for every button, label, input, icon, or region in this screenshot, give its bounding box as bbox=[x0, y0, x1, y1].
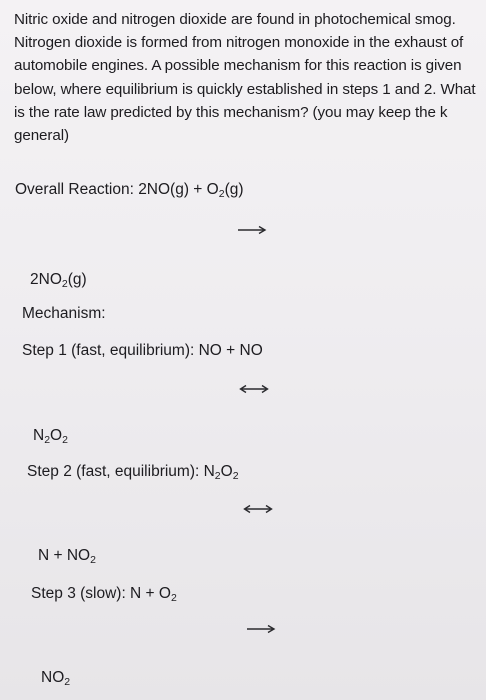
equilibrium-arrow-icon bbox=[239, 383, 269, 395]
overall-product-formula: 2NO bbox=[30, 271, 62, 288]
overall-product bbox=[30, 271, 87, 290]
step1-product-n: N bbox=[33, 427, 45, 444]
step2-product-text: N + NO bbox=[38, 547, 91, 564]
step2-label-subscript-1: 2 bbox=[214, 470, 221, 482]
right-arrow-icon bbox=[246, 623, 276, 635]
step3-label-text: Step 3 (slow): N + O bbox=[31, 585, 171, 602]
equilibrium-arrow-icon bbox=[243, 503, 273, 515]
right-arrow-icon bbox=[237, 224, 267, 236]
step2-label-subscript-2: 2 bbox=[232, 470, 239, 482]
overall-reaction-label bbox=[15, 181, 244, 200]
step1-product-o-subscript: 2 bbox=[62, 434, 68, 446]
step1-product-n-subscript: 2 bbox=[44, 434, 51, 446]
step2-product-subscript: 2 bbox=[90, 554, 96, 566]
overall-product-phase: (g) bbox=[67, 271, 87, 288]
overall-product-subscript: 2 bbox=[61, 278, 68, 290]
step1-product bbox=[33, 427, 68, 446]
step3-product-text: NO bbox=[41, 669, 65, 686]
step2-label bbox=[27, 463, 239, 482]
question-text: Nitric oxide and nitrogen dioxide are found in photochemical smog. Nitrogen dioxide is formed from nitrogen monoxide in the exhaust of automobile engines. A possible mechanism for this reaction is given below, where equilibrium is quickly established in steps 1 and 2. What is the rate law predicted by this mechanism? (you may keep the k general) bbox=[14, 11, 476, 145]
step2-product bbox=[38, 547, 96, 566]
step3-product bbox=[41, 669, 70, 688]
mechanism-heading: Mechanism: bbox=[22, 305, 106, 322]
step1-product-o: O bbox=[50, 427, 63, 444]
step3-product-subscript: 2 bbox=[64, 676, 71, 688]
overall-o2-subscript: 2 bbox=[218, 188, 225, 200]
step3-label-subscript: 2 bbox=[170, 592, 177, 604]
overall-reaction-text: Overall Reaction: 2NO(g) + O bbox=[15, 181, 219, 198]
step2-label-text: Step 2 (fast, equilibrium): N bbox=[27, 463, 215, 480]
step3-label bbox=[31, 585, 177, 604]
step1-label: Step 1 (fast, equilibrium): NO + NO bbox=[22, 342, 263, 359]
step2-label-o: O bbox=[220, 463, 233, 480]
overall-o2-phase: (g) bbox=[224, 181, 244, 198]
